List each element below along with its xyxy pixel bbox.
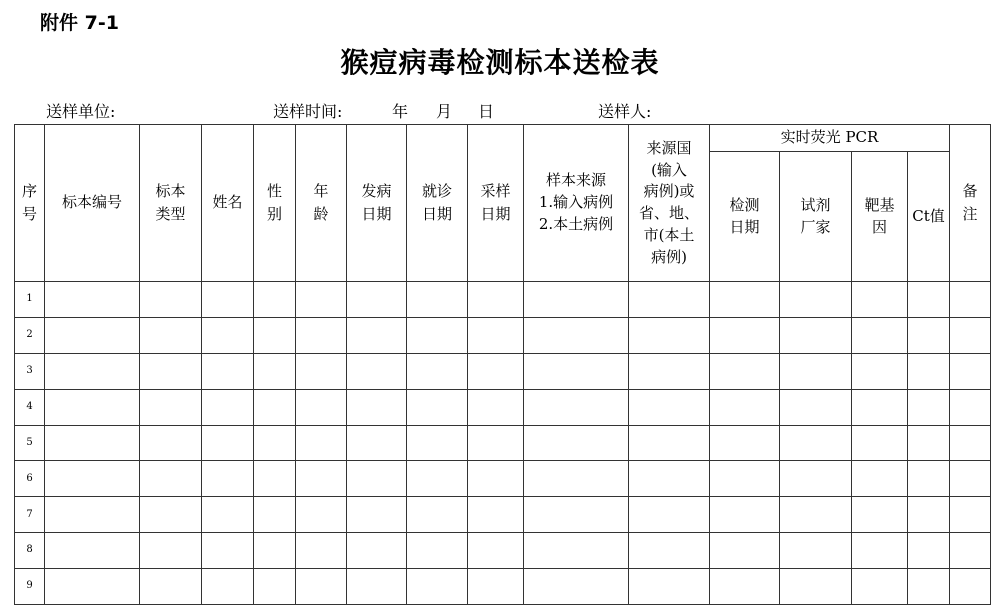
year-label: 年	[392, 102, 409, 121]
table-cell[interactable]	[254, 353, 296, 389]
table-cell[interactable]	[629, 389, 710, 425]
header-sample-no: 标本编号	[45, 125, 140, 282]
table-cell[interactable]	[202, 425, 254, 461]
table-cell[interactable]	[347, 461, 407, 497]
source-option-1: 1.输入病例	[538, 193, 614, 212]
table-cell[interactable]	[254, 317, 296, 353]
header-onset-date: 发病日期	[347, 125, 407, 282]
person-label: 送样人:	[598, 102, 652, 121]
table-cell[interactable]	[407, 497, 468, 533]
month-label: 月	[436, 102, 453, 121]
table-cell[interactable]	[852, 282, 908, 318]
table-cell[interactable]	[296, 353, 347, 389]
table-cell[interactable]	[468, 389, 524, 425]
table-cell[interactable]	[780, 317, 852, 353]
table-cell[interactable]	[347, 353, 407, 389]
unit-label: 送样单位:	[46, 102, 116, 121]
table-cell[interactable]	[852, 461, 908, 497]
table-cell[interactable]	[852, 389, 908, 425]
table-cell[interactable]	[629, 533, 710, 569]
table-cell[interactable]	[950, 461, 991, 497]
table-cell[interactable]	[202, 282, 254, 318]
row-number: 8	[15, 533, 45, 569]
table-cell[interactable]	[468, 569, 524, 605]
table-row	[15, 353, 991, 389]
table-cell[interactable]	[780, 569, 852, 605]
table-cell[interactable]	[710, 425, 780, 461]
table-cell[interactable]	[468, 282, 524, 318]
table-cell[interactable]	[296, 425, 347, 461]
table-cell[interactable]	[202, 461, 254, 497]
time-label: 送样时间:	[273, 102, 343, 121]
table-row	[15, 389, 991, 425]
table-cell[interactable]	[347, 425, 407, 461]
table-cell[interactable]	[407, 317, 468, 353]
header-sample-type: 标本类型	[140, 125, 202, 282]
table-cell[interactable]	[629, 569, 710, 605]
table-cell[interactable]	[780, 461, 852, 497]
table-cell[interactable]	[468, 533, 524, 569]
table-cell[interactable]	[202, 533, 254, 569]
table-cell[interactable]	[950, 353, 991, 389]
table-cell[interactable]	[296, 317, 347, 353]
table-cell[interactable]	[45, 425, 140, 461]
table-cell[interactable]	[524, 497, 629, 533]
table-cell[interactable]	[140, 282, 202, 318]
page-title: 猴痘病毒检测标本送检表	[340, 46, 660, 79]
header-pcr-group: 实时荧光 PCR	[710, 125, 950, 152]
table-cell[interactable]	[908, 461, 950, 497]
table-cell[interactable]	[254, 461, 296, 497]
table-cell[interactable]	[45, 317, 140, 353]
table-cell[interactable]	[780, 425, 852, 461]
table-cell[interactable]	[140, 389, 202, 425]
table-cell[interactable]	[202, 497, 254, 533]
table-cell[interactable]	[710, 461, 780, 497]
table-cell[interactable]	[468, 317, 524, 353]
table-cell[interactable]	[950, 282, 991, 318]
table-cell[interactable]	[45, 282, 140, 318]
header-age: 年龄	[296, 125, 347, 282]
table-cell[interactable]	[202, 389, 254, 425]
row-number: 2	[15, 317, 45, 353]
table-cell[interactable]	[852, 353, 908, 389]
table-row	[15, 497, 991, 533]
row-number: 5	[15, 425, 45, 461]
table-cell[interactable]	[254, 533, 296, 569]
table-cell[interactable]	[45, 497, 140, 533]
table-cell[interactable]	[296, 461, 347, 497]
table-cell[interactable]	[45, 533, 140, 569]
table-cell[interactable]	[140, 353, 202, 389]
table-cell[interactable]	[524, 389, 629, 425]
table-cell[interactable]	[629, 461, 710, 497]
table-cell[interactable]	[524, 425, 629, 461]
table-cell[interactable]	[629, 425, 710, 461]
submission-table	[14, 124, 991, 605]
table-cell[interactable]	[852, 317, 908, 353]
table-cell[interactable]	[407, 389, 468, 425]
table-cell[interactable]	[908, 569, 950, 605]
table-cell[interactable]	[407, 569, 468, 605]
table-cell[interactable]	[347, 389, 407, 425]
table-cell[interactable]	[254, 497, 296, 533]
source-option-2: 2.本土病例	[538, 214, 614, 233]
table-cell[interactable]	[524, 353, 629, 389]
table-row	[15, 282, 991, 318]
table-cell[interactable]	[347, 569, 407, 605]
row-number: 7	[15, 497, 45, 533]
table-cell[interactable]	[780, 389, 852, 425]
table-cell[interactable]	[296, 282, 347, 318]
table-cell[interactable]	[254, 282, 296, 318]
table-cell[interactable]	[347, 282, 407, 318]
table-cell[interactable]	[524, 533, 629, 569]
table-cell[interactable]	[950, 569, 991, 605]
table-cell[interactable]	[780, 353, 852, 389]
table-cell[interactable]	[296, 533, 347, 569]
table-cell[interactable]	[908, 389, 950, 425]
table-cell[interactable]	[202, 353, 254, 389]
row-number: 9	[15, 569, 45, 605]
header-row	[15, 125, 991, 152]
table-row	[15, 317, 991, 353]
day-label: 日	[478, 102, 495, 121]
table-cell[interactable]	[140, 569, 202, 605]
table-cell[interactable]	[347, 497, 407, 533]
header-sex: 性别	[254, 125, 296, 282]
table-cell[interactable]	[140, 533, 202, 569]
table-cell[interactable]	[140, 497, 202, 533]
table-cell[interactable]	[908, 282, 950, 318]
table-cell[interactable]	[45, 389, 140, 425]
table-cell[interactable]	[908, 533, 950, 569]
table-row	[15, 569, 991, 605]
table-row	[15, 533, 991, 569]
table-cell[interactable]	[202, 569, 254, 605]
table-cell[interactable]	[45, 461, 140, 497]
header-sample-source	[524, 125, 629, 282]
table-cell[interactable]	[629, 497, 710, 533]
table-cell[interactable]	[140, 317, 202, 353]
table-cell[interactable]	[710, 317, 780, 353]
source-title: 样本来源	[545, 171, 606, 190]
table-cell[interactable]	[710, 497, 780, 533]
table-cell[interactable]	[524, 461, 629, 497]
table-cell[interactable]	[950, 497, 991, 533]
header-reagent-maker: 试剂厂家	[780, 152, 852, 282]
table-cell[interactable]	[908, 353, 950, 389]
row-number: 1	[15, 282, 45, 318]
table-cell[interactable]	[852, 533, 908, 569]
table-cell[interactable]	[347, 317, 407, 353]
table-cell[interactable]	[629, 353, 710, 389]
header-visit-date: 就诊日期	[407, 125, 468, 282]
table-cell[interactable]	[629, 317, 710, 353]
table-cell[interactable]	[852, 425, 908, 461]
table-cell[interactable]	[710, 389, 780, 425]
table-cell[interactable]	[468, 461, 524, 497]
table-cell[interactable]	[629, 282, 710, 318]
table-cell[interactable]	[296, 497, 347, 533]
table-cell[interactable]	[710, 569, 780, 605]
attachment-label: 附件 7-1	[40, 12, 119, 34]
table-cell[interactable]	[296, 569, 347, 605]
header-seq: 序号	[15, 125, 45, 282]
table-cell[interactable]	[780, 533, 852, 569]
table-cell[interactable]	[524, 317, 629, 353]
table-cell[interactable]	[468, 353, 524, 389]
table-row	[15, 425, 991, 461]
header-collect-date: 采样日期	[468, 125, 524, 282]
header-origin: 来源国 (输入 病例)或 省、地、 市(本土 病例)	[629, 125, 710, 282]
table-cell[interactable]	[407, 533, 468, 569]
table-cell[interactable]	[407, 353, 468, 389]
table-cell[interactable]	[908, 497, 950, 533]
header-ct-value: Ct值	[908, 152, 950, 282]
table-cell[interactable]	[710, 282, 780, 318]
table-cell[interactable]	[852, 497, 908, 533]
table-cell[interactable]	[407, 461, 468, 497]
header-remarks: 备注	[950, 125, 991, 282]
row-number: 6	[15, 461, 45, 497]
table-cell[interactable]	[950, 389, 991, 425]
table-cell[interactable]	[254, 389, 296, 425]
table-cell[interactable]	[710, 353, 780, 389]
row-number: 3	[15, 353, 45, 389]
table-cell[interactable]	[524, 282, 629, 318]
table-cell[interactable]	[296, 389, 347, 425]
table-cell[interactable]	[202, 317, 254, 353]
table-cell[interactable]	[468, 497, 524, 533]
table-cell[interactable]	[524, 569, 629, 605]
table-cell[interactable]	[950, 317, 991, 353]
table-cell[interactable]	[140, 425, 202, 461]
header-target-gene: 靶基因	[852, 152, 908, 282]
table-cell[interactable]	[347, 533, 407, 569]
table-cell[interactable]	[45, 569, 140, 605]
table-cell[interactable]	[140, 461, 202, 497]
table-cell[interactable]	[45, 353, 140, 389]
table-cell[interactable]	[908, 425, 950, 461]
table-cell[interactable]	[254, 425, 296, 461]
table-cell[interactable]	[780, 497, 852, 533]
table-cell[interactable]	[407, 282, 468, 318]
row-number: 4	[15, 389, 45, 425]
header-name: 姓名	[202, 125, 254, 282]
header-test-date: 检测日期	[710, 152, 780, 282]
table-cell[interactable]	[950, 533, 991, 569]
table-cell[interactable]	[407, 425, 468, 461]
table-cell[interactable]	[254, 569, 296, 605]
table-cell[interactable]	[710, 533, 780, 569]
table-cell[interactable]	[780, 282, 852, 318]
table-row	[15, 461, 991, 497]
table-cell[interactable]	[908, 317, 950, 353]
table-cell[interactable]	[468, 425, 524, 461]
table-cell[interactable]	[950, 425, 991, 461]
table-cell[interactable]	[852, 569, 908, 605]
